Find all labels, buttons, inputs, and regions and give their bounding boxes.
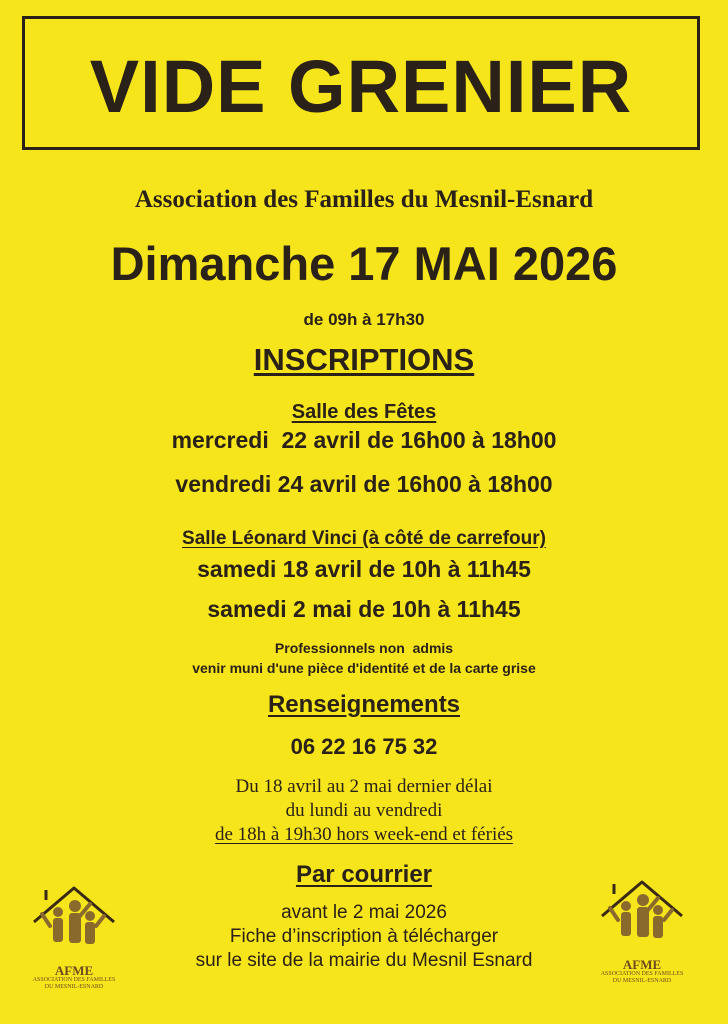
title-box xyxy=(22,16,700,150)
deadline-line: Du 18 avril au 2 mai dernier délai xyxy=(235,776,493,797)
venue1-slot-2: vendredi 24 avril de 16h00 à 18h00 xyxy=(175,471,553,497)
renseignements-heading: Renseignements xyxy=(267,691,461,718)
venue2-slot-2: samedi 2 mai de 10h à 11h45 xyxy=(207,596,521,622)
house-family-icon xyxy=(28,884,120,964)
logo-right-subtitle-1: ASSOCIATION DES FAMILLES xyxy=(600,971,684,977)
event-date: Dimanche 17 MAI 2026 xyxy=(110,237,618,290)
afme-logo-left xyxy=(28,884,120,994)
courrier-heading: Par courrier xyxy=(295,861,433,888)
house-family-icon xyxy=(596,878,688,958)
courrier-deadline: avant le 2 mai 2026 xyxy=(281,902,447,923)
logo-left-name: AFME xyxy=(54,963,94,978)
association-name: Association des Familles du Mesnil-Esnard xyxy=(134,186,594,213)
venue1-slot-1: mercredi 22 avril de 16h00 à 18h00 xyxy=(171,427,557,453)
logo-left-subtitle-2: DU MESNIL-ESNARD xyxy=(44,984,104,990)
venue2-name: Salle Léonard Vinci (à côté de carrefour) xyxy=(182,528,546,549)
poster-title: VIDE GRENIER xyxy=(89,44,633,128)
venue2-slot-1: samedi 18 avril de 10h à 11h45 xyxy=(197,556,531,582)
afme-logo-right xyxy=(596,878,688,988)
weekdays-line: du lundi au vendredi xyxy=(285,800,443,821)
time-window-line: de 18h à 19h30 hors week-end et fériés xyxy=(214,824,514,845)
event-hours: de 09h à 17h30 xyxy=(303,310,425,329)
venue1-name: Salle des Fêtes xyxy=(291,401,437,423)
logo-left-subtitle-1: ASSOCIATION DES FAMILLES xyxy=(32,977,116,983)
courrier-website: sur le site de la mairie du Mesnil Esnard xyxy=(195,950,533,971)
courrier-form: Fiche d’inscription à télécharger xyxy=(229,926,499,947)
note-professionals: Professionnels non admis xyxy=(274,640,454,656)
note-documents: venir muni d'une pièce d'identité et de la carte grise xyxy=(192,660,536,676)
inscriptions-heading: INSCRIPTIONS xyxy=(253,342,475,377)
contact-phone: 06 22 16 75 32 xyxy=(290,734,438,759)
logo-right-subtitle-2: DU MESNIL-ESNARD xyxy=(612,978,672,984)
logo-right-name: AFME xyxy=(622,957,662,972)
